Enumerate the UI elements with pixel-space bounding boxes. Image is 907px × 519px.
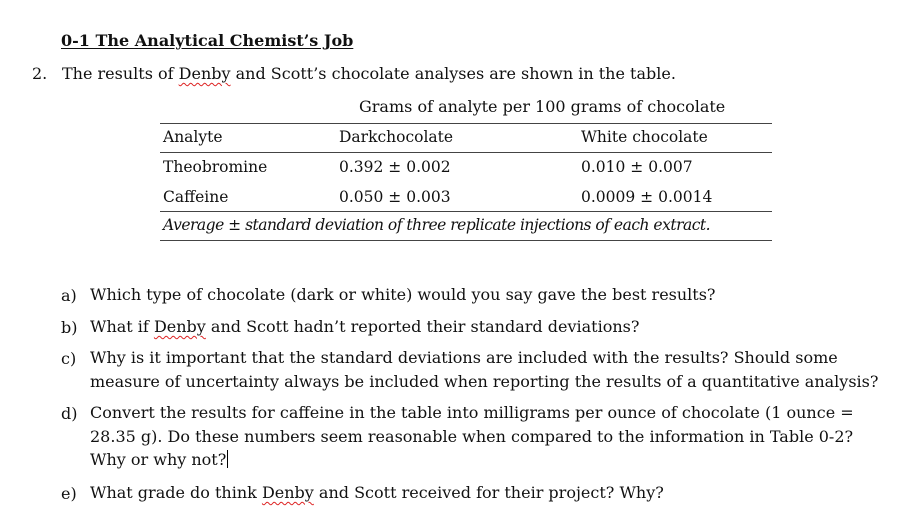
subquestion-a-label: a) xyxy=(61,286,77,305)
table-cell-caffeine-white: 0.0009 ± 0.0014 xyxy=(581,188,713,206)
subquestion-e-post: and Scott received for their project? Why? xyxy=(313,483,664,502)
subquestion-c-label: c) xyxy=(61,349,77,368)
subquestion-c-line2: measure of uncertainty always be included when reporting the results of a quantitative analysis? xyxy=(90,372,879,391)
question-text-pre: The results of xyxy=(62,64,179,83)
table-caption: Grams of analyte per 100 grams of chocolate xyxy=(359,97,726,116)
subquestion-b-post: and Scott hadn’t reported their standard deviations? xyxy=(205,317,640,336)
question-text-post: and Scott’s chocolate analyses are shown in the table. xyxy=(230,64,676,83)
table-footnote: Average ± standard deviation of three replicate injections of each extract. xyxy=(163,216,711,234)
question-text xyxy=(62,64,676,83)
subquestion-b-pre: What if xyxy=(90,317,154,336)
table-cell-theobromine-dark: 0.392 ± 0.002 xyxy=(339,158,451,176)
question-number: 2. xyxy=(32,64,48,83)
table-header-rule xyxy=(160,152,772,153)
table-header-dark: Darkchocolate xyxy=(339,128,454,146)
subquestion-d-line3-text: Why or why not? xyxy=(90,450,227,469)
subquestion-d-line2: 28.35 g). Do these numbers seem reasonable when compared to the information in Table 0-2? xyxy=(90,427,854,446)
subquestion-e-pre: What grade do think xyxy=(90,483,262,502)
subquestion-d-label: d) xyxy=(61,404,78,423)
subquestion-c-line1: Why is it important that the standard deviations are included with the results? Should some xyxy=(90,348,838,367)
table-top-rule xyxy=(160,123,772,124)
subquestion-d-line3[interactable] xyxy=(90,448,228,471)
table-header-white: White chocolate xyxy=(581,128,708,146)
table-header-analyte: Analyte xyxy=(163,128,223,146)
table-footnote-rule xyxy=(160,240,772,241)
subquestion-b-name-denby: Denby xyxy=(153,317,206,336)
question-name-denby: Denby xyxy=(178,64,231,83)
table-cell-caffeine-dark: 0.050 ± 0.003 xyxy=(339,188,451,206)
subquestion-e-label: e) xyxy=(61,484,77,503)
table-cell-theobromine-name: Theobromine xyxy=(163,158,268,176)
subquestion-d-line1: Convert the results for caffeine in the table into milligrams per ounce of chocolate (1 ounce = xyxy=(90,403,854,422)
subquestion-e-name-denby: Denby xyxy=(261,483,314,502)
subquestion-e-text xyxy=(90,481,664,504)
table-cell-theobromine-white: 0.010 ± 0.007 xyxy=(581,158,693,176)
subquestion-b-text xyxy=(90,315,639,338)
section-heading: 0-1 The Analytical Chemist’s Job xyxy=(61,31,354,50)
table-cell-caffeine-name: Caffeine xyxy=(163,188,229,206)
subquestion-a-text: Which type of chocolate (dark or white) would you say gave the best results? xyxy=(90,285,716,304)
text-cursor xyxy=(227,450,228,468)
subquestion-b-label: b) xyxy=(61,318,78,337)
table-bottom-rule xyxy=(160,211,772,212)
